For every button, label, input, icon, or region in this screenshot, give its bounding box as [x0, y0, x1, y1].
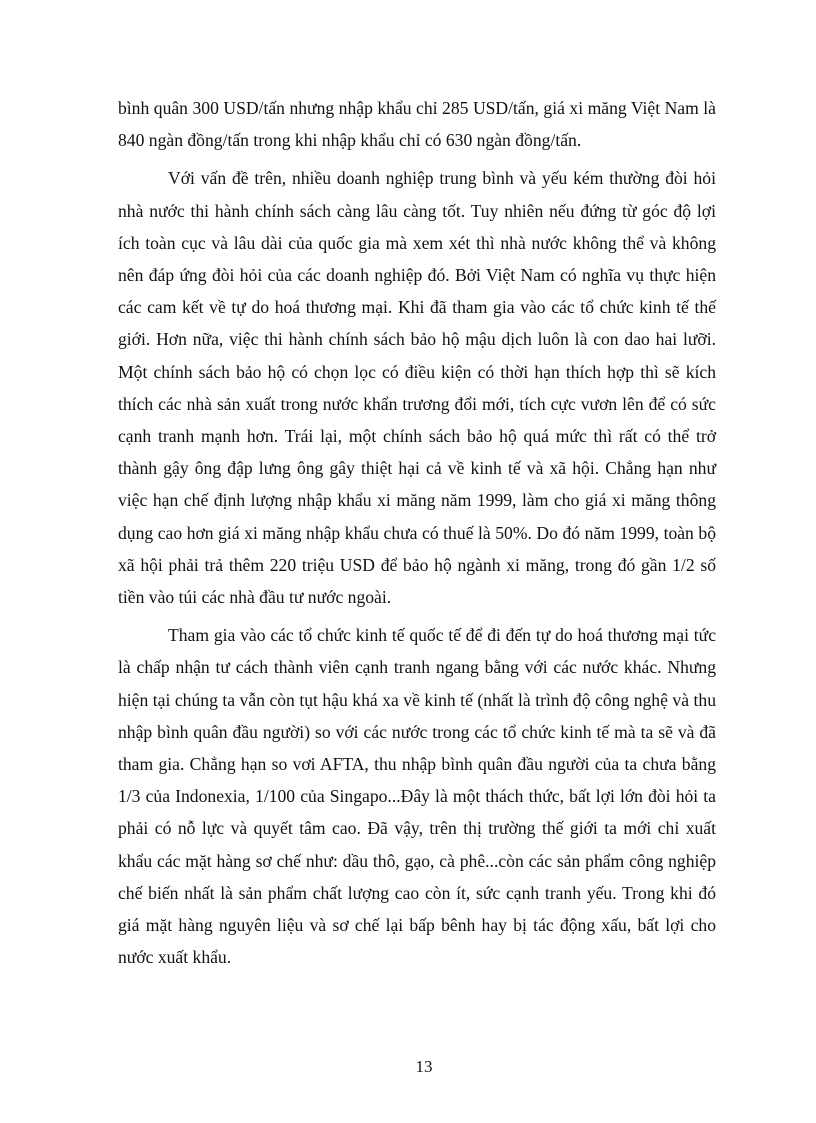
document-body: [118, 92, 716, 973]
page-number: 13: [415, 1057, 433, 1076]
paragraph-international-integration: Tham gia vào các tổ chức kinh tế quốc tế để đi đến tự do hoá thương mại tức là chấp nhận tư cách thành viên cạnh tranh ngang bằng với các nước khác. Nhưng hiện tại chúng ta vẫn còn tụt hậu khá xa về kinh tế (nhất là trình độ công nghệ và thu nhập bình quân đầu người) so với các nước trong các tổ chức kinh tế mà ta sẽ và đã tham gia. Chẳng hạn so vơi AFTA, thu nhập bình quân đầu người của ta chưa bằng 1/3 của Indonexia, 1/100 của Singapo...Đây là một thách thức, bất lợi lớn đòi hỏi ta phải có nỗ lực và quyết tâm cao. Đã vậy, trên thị trường thế giới ta mới chỉ xuất khẩu các mặt hàng sơ chế như: dầu thô, gạo, cà phê...còn các sản phẩm công nghiệp chế biến nhất là sản phẩm chất lượng cao còn ít, sức cạnh tranh yếu. Trong khi đó giá mặt hàng nguyên liệu và sơ chế lại bấp bênh hay bị tác động xấu, bất lợi cho nước xuất khẩu.: [118, 625, 716, 968]
paragraph-continuation: bình quân 300 USD/tấn nhưng nhập khẩu chỉ 285 USD/tấn, giá xi măng Việt Nam là 840 ngàn đồng/tấn trong khi nhập khẩu chỉ có 630 ngàn đồng/tấn.: [118, 98, 716, 151]
paragraph-protectionism: Với vấn đề trên, nhiều doanh nghiệp trung bình và yếu kém thường đòi hỏi nhà nước thi hành chính sách càng lâu càng tốt. Tuy nhiên nếu đứng từ góc độ lợi ích toàn cục và lâu dài của quốc gia mà xem xét thì nhà nước không thể và không nên đáp ứng đòi hỏi của các doanh nghiệp đó. Bởi Việt Nam có nghĩa vụ thực hiện các cam kết về tự do hoá thương mại. Khi đã tham gia vào các tổ chức kinh tế thế giới. Hơn nữa, việc thi hành chính sách bảo hộ mậu dịch luôn là con dao hai lưỡi. Một chính sách bảo hộ có chọn lọc có điều kiện có thời hạn thích hợp thì sẽ kích thích các nhà sản xuất trong nước khẩn trương đổi mới, tích cực vươn lên để có sức cạnh tranh mạnh hơn. Trái lại, một chính sách bảo hộ quá mức thì rất có thể trở thành gậy ông đập lưng ông gây thiệt hại cả về kinh tế và xã hội. Chẳng hạn như việc hạn chế định lượng nhập khẩu xi măng năm 1999, làm cho giá xi măng thông dụng cao hơn giá xi măng nhập khẩu chưa có thuế là 50%. Do đó năm 1999, toàn bộ xã hội phải trả thêm 220 triệu USD để bảo hộ ngành xi măng, trong đó gần 1/2 số tiền vào túi các nhà đầu tư nước ngoài.: [118, 168, 716, 608]
